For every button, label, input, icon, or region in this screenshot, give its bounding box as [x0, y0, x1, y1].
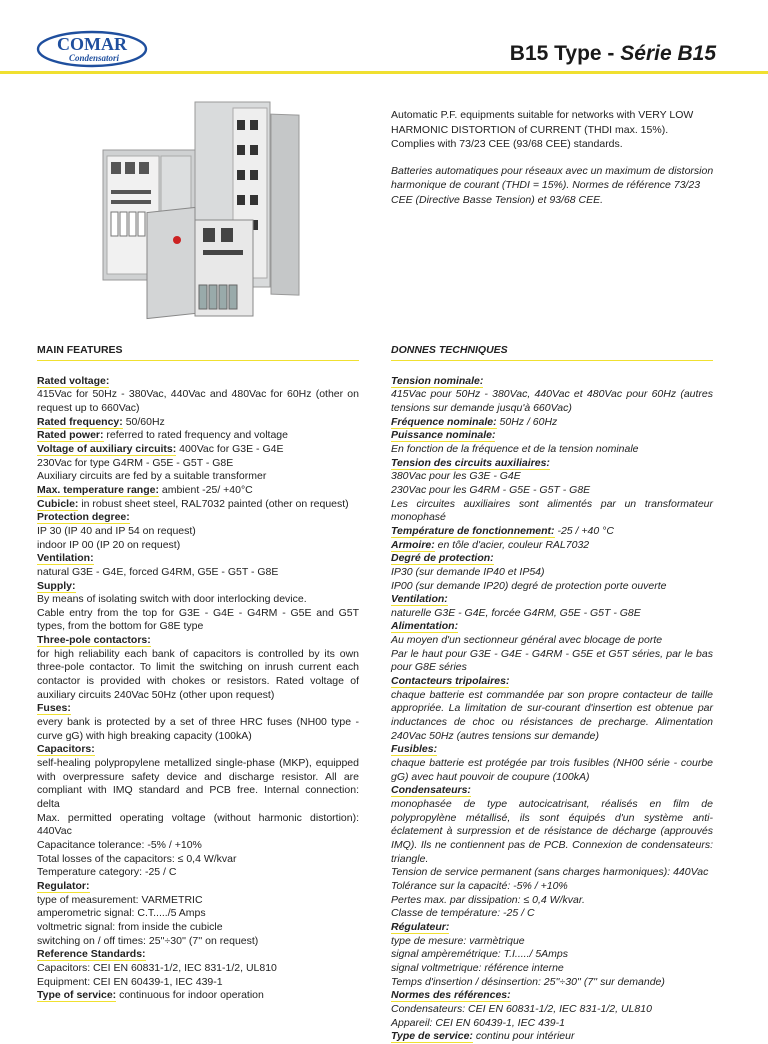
spec-label-line: [391, 675, 713, 689]
spec-label-line: [391, 457, 713, 471]
spec-inline-value: 50Hz / 60Hz: [496, 415, 558, 428]
spec-value-line: type of measurement: VARMETRIC: [37, 893, 203, 906]
spec-value-line: Condensateurs: CEI EN 60831-1/2, IEC 831-1/2, UL810: [391, 1002, 652, 1015]
spec-value-line: indoor IP 00 (IP 20 on request): [37, 538, 181, 551]
spec-section: [37, 511, 359, 552]
spec-value-line: type de mesure: varmètrique: [391, 934, 525, 947]
spec-section: [391, 375, 713, 416]
main-features-column: [37, 344, 359, 1003]
spec-inline-value: ambient -25/ +40°C: [158, 483, 253, 496]
spec-label: Fusibles:: [391, 743, 438, 756]
spec-section: [37, 552, 359, 579]
main-features-list: [37, 375, 359, 1003]
spec-label-line: [37, 498, 359, 512]
intro-english: Automatic P.F. equipments suitable for networks with VERY LOW HARMONIC DISTORTION of CURRENT (THDI max. 15%). Complies with 73/23 CEE (93/68 CEE) standards.: [391, 109, 694, 151]
logo-bottom-text: Condensatori: [68, 53, 120, 63]
spec-value-line: 415Vac for 50Hz - 380Vac, 440Vac and 480Vac for 60Hz (other on request up to 660Vac): [37, 388, 359, 414]
spec-section: [37, 702, 359, 743]
spec-label-line: [391, 552, 713, 566]
spec-section: [37, 580, 359, 635]
spec-section: [37, 375, 359, 416]
spec-section: [391, 539, 713, 553]
spec-value-line: Capacitance tolerance: -5% / +10%: [37, 838, 202, 851]
spec-label-line: [37, 580, 359, 594]
spec-label: Puissance nominale:: [391, 429, 496, 442]
spec-value-line: signal ampèremétrique: T.I...../ 5Amps: [391, 948, 569, 961]
spec-inline-value: 50/60Hz: [122, 415, 165, 428]
spec-section: [37, 948, 359, 989]
spec-label-line: [37, 948, 359, 962]
spec-label: Voltage of auxiliary circuits:: [37, 442, 177, 455]
spec-inline-value: in robust sheet steel, RAL7032 painted (other on request): [78, 497, 349, 510]
spec-label: Condensateurs:: [391, 784, 471, 797]
spec-value-line: for high reliability each bank of capacitors is controlled by its own three-pole contactor. To limit the switching on inrush current each contactor is provided with chokes or resistors. Rated voltage of auxiliary circuits 240Vac 50Hz (other upon request): [37, 647, 359, 701]
spec-label: Cubicle:: [37, 497, 79, 510]
spec-label-line: [391, 593, 713, 607]
spec-label-line: [391, 620, 713, 634]
logo-top-text: COMAR: [57, 34, 127, 54]
spec-section: [391, 593, 713, 620]
spec-section: [37, 416, 359, 430]
spec-value-line: signal voltmetrique: référence interne: [391, 961, 564, 974]
spec-label: Fuses:: [37, 702, 71, 715]
spec-value-line: Auxiliary circuits are fed by a suitable transformer: [37, 470, 267, 483]
spec-label-line: [391, 416, 713, 430]
spec-value-line: Tension de service permanent (sans charges harmoniques): 440Vac: [391, 866, 709, 879]
donnes-techniques-column: [391, 344, 713, 1044]
spec-value-line: Au moyen d'un sectionneur général avec blocage de porte: [391, 634, 663, 647]
spec-value-line: amperometric signal: C.T...../5 Amps: [37, 907, 206, 920]
spec-label: Ventilation:: [37, 552, 94, 565]
title-main: B15 Type -: [509, 42, 621, 65]
spec-label-line: [37, 552, 359, 566]
spec-section: [391, 784, 713, 921]
spec-inline-value: referred to rated frequency and voltage: [103, 429, 288, 442]
spec-label: Tension nominale:: [391, 374, 484, 387]
spec-label-line: [37, 375, 359, 389]
intro-french: Batteries automatiques pour réseaux avec un maximum de distorsion harmonique de courant (THDI = 15%). Normes de référence 73/23 CEE (Directive Basse Tension) et 93/68 CEE.: [391, 164, 714, 206]
spec-value-line: Cable entry from the top for G3E - G4E - G4RM - G5E and G5T types, from the bottom for G8E type: [37, 606, 359, 633]
spec-section: [37, 498, 359, 512]
spec-inline-value: 400Vac for G3E - G4E: [176, 442, 284, 455]
spec-value-line: Equipment: CEI EN 60439-1, IEC 439-1: [37, 975, 223, 988]
spec-value-line: Temperature category: -25 / C: [37, 866, 177, 879]
spec-label-line: [391, 1030, 713, 1044]
donnes-techniques-heading: DONNES TECHNIQUES: [391, 344, 713, 361]
spec-label-line: [37, 702, 359, 716]
spec-section: [37, 443, 359, 484]
spec-label: Max. temperature range:: [37, 483, 159, 496]
spec-label: Fréquence nominale:: [391, 415, 497, 428]
spec-section: [391, 620, 713, 675]
spec-value-line: En fonction de la fréquence et de la tension nominale: [391, 442, 639, 455]
spec-label: Supply:: [37, 579, 76, 592]
spec-section: [37, 634, 359, 702]
spec-label: Degré de protection:: [391, 552, 494, 565]
header-rule: [0, 71, 768, 74]
spec-label-line: [37, 416, 359, 430]
spec-label-line: [391, 784, 713, 798]
spec-value-line: IP30 (sur demande IP40 et IP54): [391, 565, 545, 578]
spec-value-line: IP 30 (IP 40 and IP 54 on request): [37, 524, 196, 537]
spec-section: [391, 525, 713, 539]
spec-label: Capacitors:: [37, 743, 95, 756]
spec-label-line: [391, 429, 713, 443]
product-photo: [95, 100, 300, 328]
spec-label: Protection degree:: [37, 511, 130, 524]
spec-section: [391, 457, 713, 525]
spec-label-line: [391, 525, 713, 539]
spec-section: [391, 989, 713, 1030]
spec-label-line: [37, 743, 359, 757]
spec-value-line: By means of isolating switch with door interlocking device.: [37, 593, 307, 606]
spec-label-line: [37, 989, 359, 1003]
spec-inline-value: continuous for indoor operation: [116, 989, 264, 1002]
spec-label-line: [391, 375, 713, 389]
spec-label: Rated frequency:: [37, 415, 123, 428]
spec-value-line: chaque batterie est commandée par son propre contacteur de taille appropriée. La limitation de sur-courant d'insertion est obtenue par inductances de choc ou résistances de precharge. Alimentation 240Vac 50Hz (autres tensions sur demande): [391, 688, 713, 742]
spec-label: Rated voltage:: [37, 374, 110, 387]
spec-section: [37, 880, 359, 948]
spec-label-line: [391, 921, 713, 935]
spec-label: Armoire:: [391, 538, 435, 551]
spec-label: Type de service:: [391, 1030, 473, 1043]
spec-value-line: 230Vac for type G4RM - G5E - G5T - G8E: [37, 456, 234, 469]
spec-label: Type of service:: [37, 989, 117, 1002]
donnes-techniques-list: [391, 375, 713, 1044]
spec-label-line: [391, 539, 713, 553]
spec-section: [391, 429, 713, 456]
spec-value-line: Tolérance sur la capacité: -5% / +10%: [391, 879, 568, 892]
spec-value-line: Classe de température: -25 / C: [391, 907, 535, 920]
title-italic: Série B15: [620, 42, 716, 65]
spec-value-line: Temps d'insertion / désinsertion: 25''÷30'' (7'' sur demande): [391, 975, 665, 988]
spec-section: [37, 484, 359, 498]
spec-value-line: Total losses of the capacitors: ≤ 0,4 W/kvar: [37, 852, 237, 865]
spec-label: Normes des références:: [391, 989, 511, 1002]
spec-label-line: [37, 880, 359, 894]
spec-label: Regulator:: [37, 879, 90, 892]
spec-section: [37, 429, 359, 443]
spec-label-line: [37, 511, 359, 525]
spec-label-line: [37, 484, 359, 498]
spec-label: Three-pole contactors:: [37, 634, 151, 647]
spec-inline-value: -25 / +40 °C: [554, 524, 614, 537]
spec-inline-value: en tôle d'acier, couleur RAL7032: [434, 538, 590, 551]
spec-value-line: every bank is protected by a set of three HRC fuses (NH00 type - curve gG) with high breaking capacity (100kA): [37, 716, 359, 742]
spec-value-line: Capacitors: CEI EN 60831-1/2, IEC 831-1/2, UL810: [37, 961, 277, 974]
spec-section: [391, 921, 713, 989]
spec-section: [391, 743, 713, 784]
spec-label: Régulateur:: [391, 920, 450, 933]
spec-label: Contacteurs tripolaires:: [391, 675, 510, 688]
spec-label: Ventilation:: [391, 593, 448, 606]
spec-value-line: 415Vac pour 50Hz - 380Vac, 440Vac et 480Vac pour 60Hz (autres tensions sur demande jusqu'à 660Vac): [391, 388, 713, 414]
spec-value-line: monophasée de type autocicatrisant, réalisés en film de polypropylène métallisé, ils sont équipés d'un système anti-éclatement à surpression et de résistance de décharge (approuvés IMQ). Ils ne contiennent pas de PCB. Connexion de condensateurs: triangle.: [391, 798, 713, 865]
spec-value-line: natural G3E - G4E, forced G4RM, G5E - G5T - G8E: [37, 565, 279, 578]
intro-text: [391, 108, 714, 220]
spec-value-line: IP00 (sur demande IP20) degré de protection porte ouverte: [391, 579, 667, 592]
spec-section: [37, 743, 359, 880]
spec-label: Rated power:: [37, 429, 104, 442]
spec-label-line: [37, 429, 359, 443]
spec-label: Alimentation:: [391, 620, 459, 633]
spec-label-line: [391, 989, 713, 1003]
spec-label-line: [391, 743, 713, 757]
comar-logo: [36, 30, 148, 68]
spec-inline-value: continu pour intérieur: [472, 1030, 575, 1043]
spec-value-line: Pertes max. par dissipation: ≤ 0,4 W/kvar.: [391, 893, 585, 906]
spec-section: [37, 989, 359, 1003]
spec-section: [391, 552, 713, 593]
main-features-heading: MAIN FEATURES: [37, 344, 359, 361]
spec-label-line: [37, 443, 359, 457]
spec-value-line: switching on / off times: 25''÷30'' (7'' on request): [37, 934, 259, 947]
spec-label: Température de fonctionnement:: [391, 524, 555, 537]
spec-value-line: voltmetric signal: from inside the cubicle: [37, 920, 223, 933]
spec-section: [391, 1030, 713, 1044]
spec-value-line: 230Vac pour les G4RM - G5E - G5T - G8E: [391, 483, 591, 496]
spec-value-line: chaque batterie est protégée par trois fusibles (NH00 série - courbe gG) avec haut pouvoir de coupure (100kA): [391, 757, 713, 783]
spec-value-line: Appareil: CEI EN 60439-1, IEC 439-1: [391, 1016, 565, 1029]
page-title: [510, 42, 716, 66]
spec-section: [391, 675, 713, 743]
spec-value-line: 380Vac pour les G3E - G4E: [391, 470, 521, 483]
spec-label: Reference Standards:: [37, 948, 146, 961]
spec-value-line: Max. permitted operating voltage (without harmonic distortion): 440Vac: [37, 811, 359, 838]
spec-value-line: Par le haut pour G3E - G4E - G4RM - G5E et G5T séries, par le bas pour G8E séries: [391, 647, 713, 674]
spec-section: [391, 416, 713, 430]
spec-value-line: naturelle G3E - G4E, forcée G4RM, G5E - G5T - G8E: [391, 606, 641, 619]
spec-label: Tension des circuits auxiliaires:: [391, 456, 550, 469]
spec-value-line: self-healing polypropylene metallized single-phase (MKP), equipped with overpressure safety device and discharge resistor. All are compliant with IMQ standard and PCB free. Internal connection: delta: [37, 757, 359, 810]
spec-value-line: Les circuites auxiliaires sont alimentés par un transformateur monophasé: [391, 497, 713, 524]
spec-label-line: [37, 634, 359, 648]
